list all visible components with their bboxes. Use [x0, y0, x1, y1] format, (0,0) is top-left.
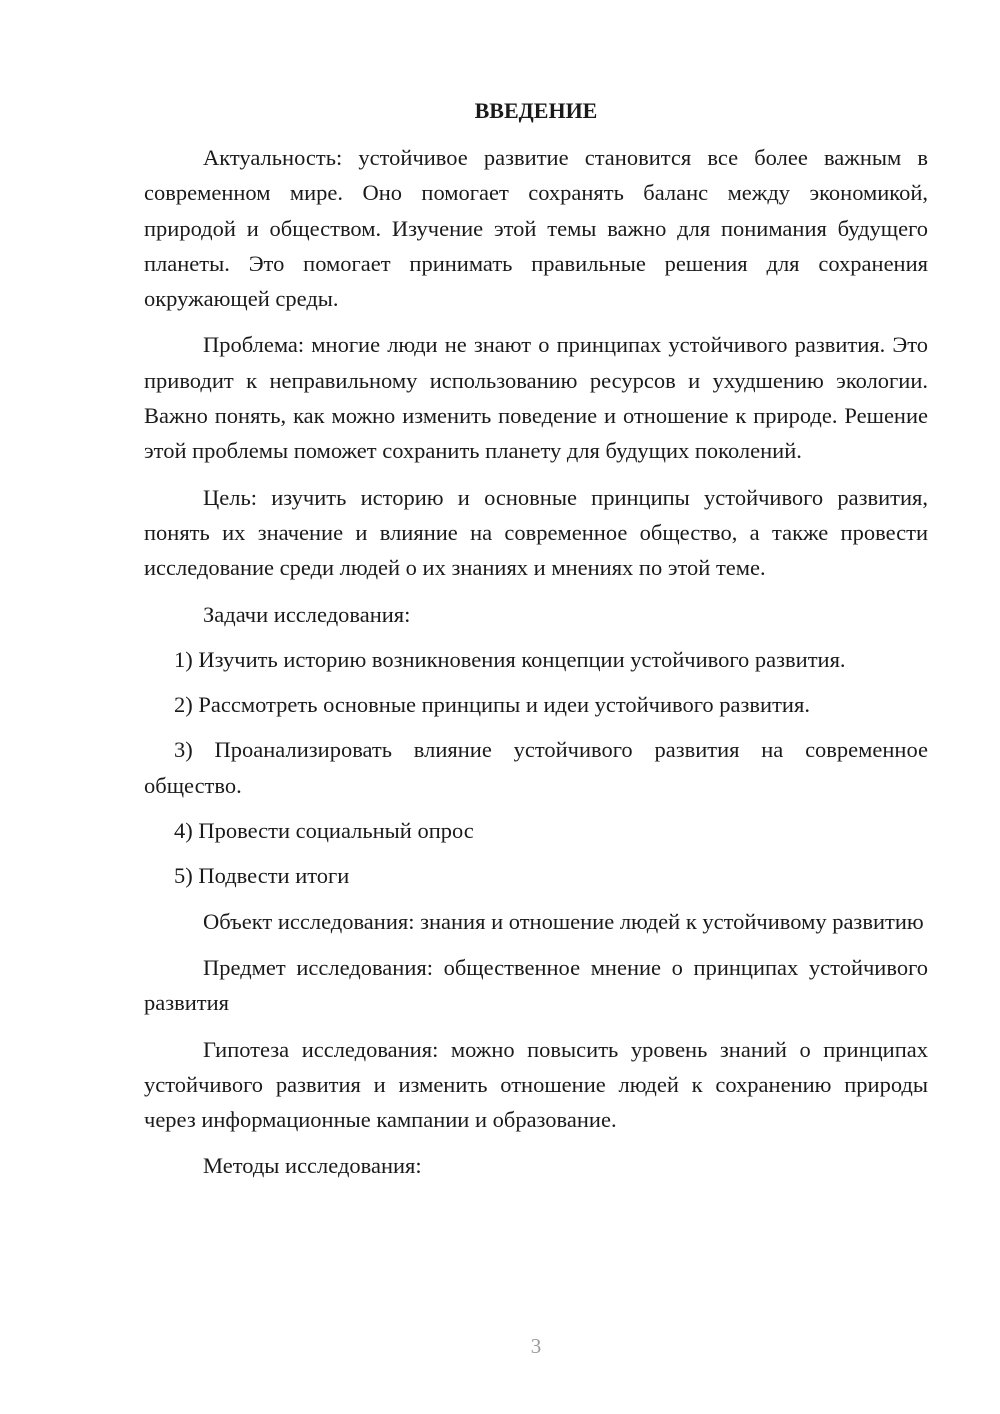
paragraph-problem: Проблема: многие люди не знают о принципах устойчивого развития. Это приводит к неправильному использованию ресурсов и ухудшению экологии. Важно понять, как можно изменить поведение и отношение к природе. Решение этой проблемы поможет сохранить планету для будущих поколений.: [144, 332, 928, 464]
paragraph-hypothesis: Гипотеза исследования: можно повысить уровень знаний о принципах устойчивого развития и изменить отношение людей к сохранению природы через информационные кампании и образование.: [144, 1036, 928, 1133]
page-content: [144, 96, 928, 1194]
paragraph-relevance: Актуальность: устойчивое развитие становится все более важным в современном мире. Оно помогает сохранять баланс между экономикой, природой и обществом. Изучение этой темы важно для понимания будущего планеты. Это помогает принимать правильные решения для сохранения окружающей среды.: [144, 145, 928, 312]
list-item: 2) Рассмотреть основные принципы и идеи устойчивого развития.: [174, 692, 810, 718]
list-item: 1) Изучить историю возникновения концепции устойчивого развития.: [174, 646, 846, 672]
list-item: 4) Провести социальный опрос: [174, 818, 474, 844]
section-title: ВВЕДЕНИЕ: [474, 98, 598, 123]
tasks-list: [144, 642, 928, 894]
paragraph-subject: Предмет исследования: общественное мнение о принципах устойчивого развития: [144, 954, 928, 1016]
paragraph-goal: Цель: изучить историю и основные принципы устойчивого развития, понять их значение и влияние на современное общество, а также провести исследование среди людей о их знаниях и мнениях по этой теме.: [144, 484, 928, 581]
list-item: 5) Подвести итоги: [174, 863, 350, 889]
methods-heading: Методы исследования:: [203, 1153, 422, 1179]
paragraph-object: Объект исследования: знания и отношение людей к устойчивому развитию: [203, 908, 924, 934]
page-number: 3: [530, 1334, 542, 1358]
tasks-heading: Задачи исследования:: [203, 601, 411, 627]
list-item: 3) Проанализировать влияние устойчивого развития на современное общество.: [144, 737, 928, 798]
